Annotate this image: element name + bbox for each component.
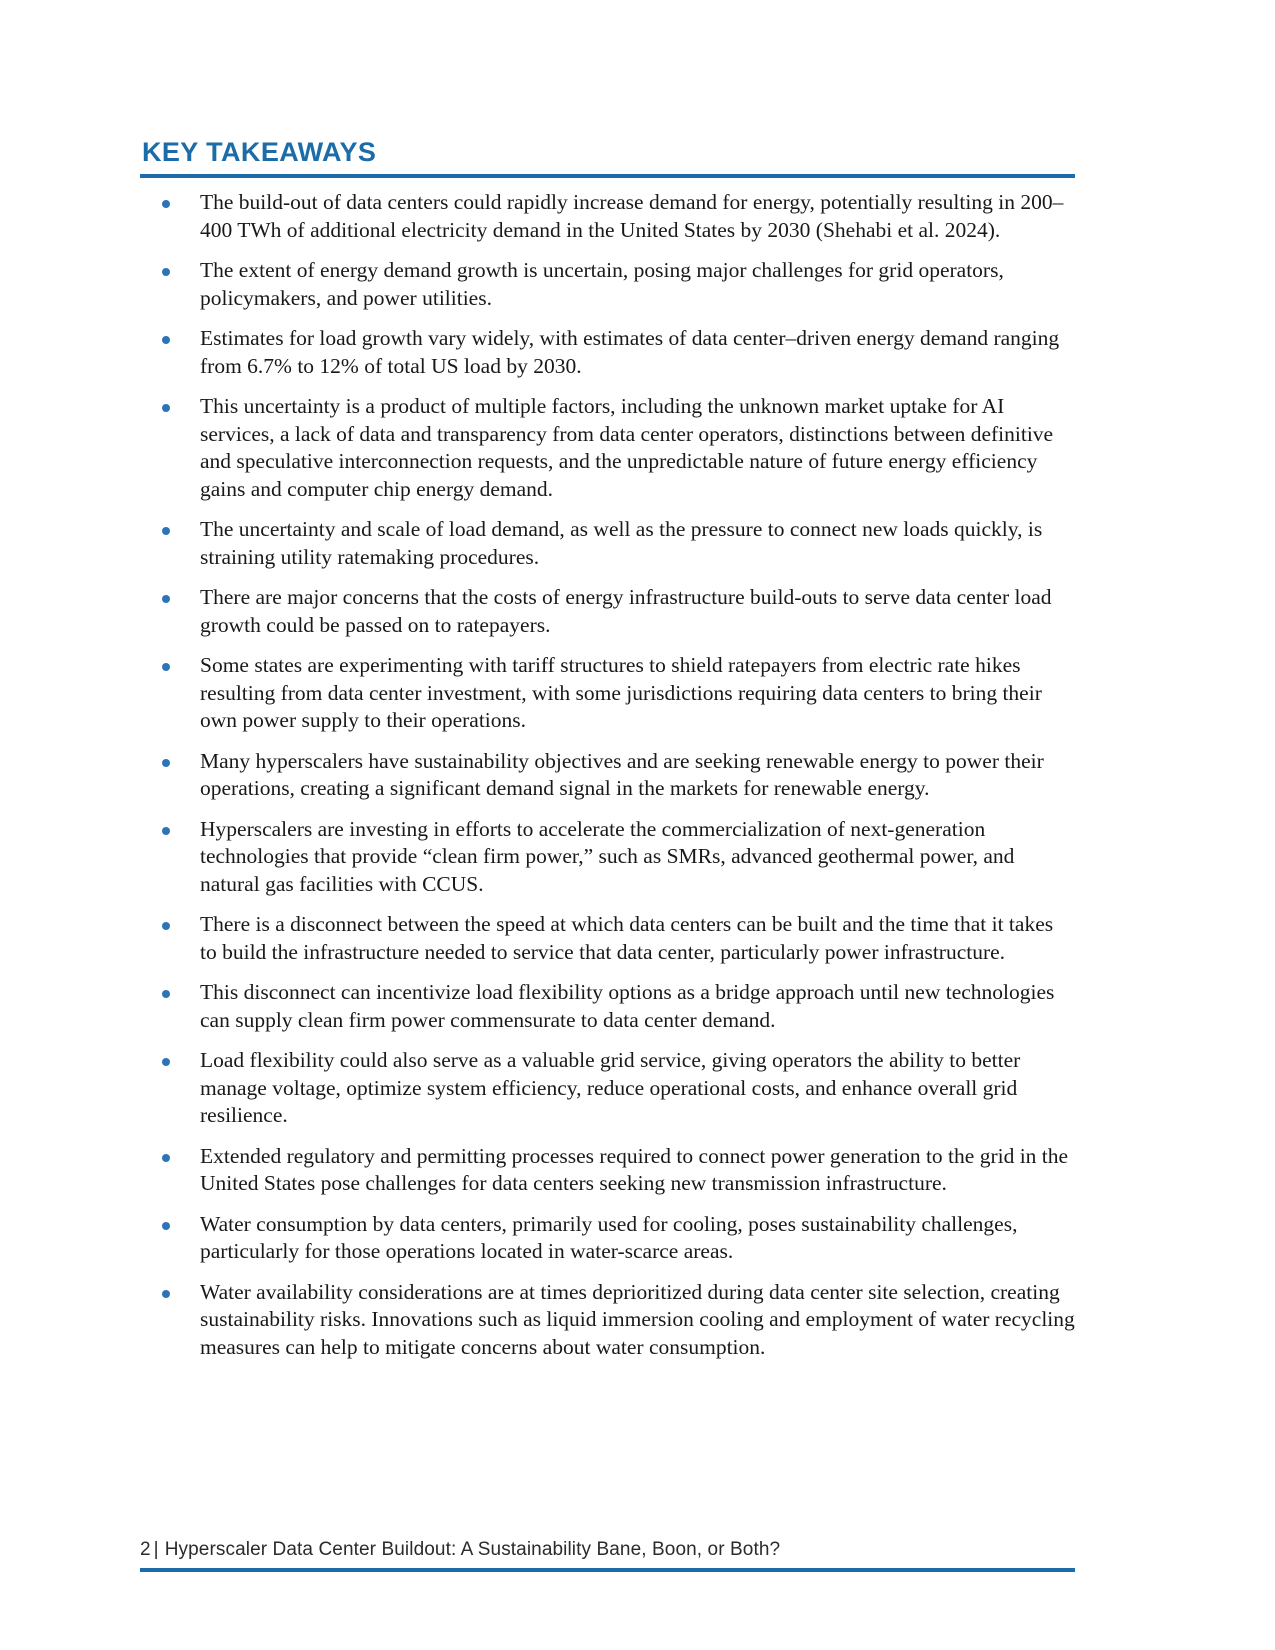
list-item (140, 584, 1075, 639)
bullet-icon (162, 1290, 170, 1298)
list-item (140, 257, 1075, 312)
list-item-text: Hyperscalers are investing in efforts to accelerate the commercialization of next-generation technologies that provide “clean firm power,” such as SMRs, advanced geothermal power, and natural gas facilities with CCUS. (200, 816, 1015, 896)
footer-text (140, 1539, 1075, 1568)
bullet-icon (162, 922, 170, 930)
list-item (140, 979, 1075, 1034)
list-item-text: Water availability considerations are at times deprioritized during data center site selection, creating sustainability risks. Innovations such as liquid immersion cooling and employment of water recycling measures can help to mitigate concerns about water consumption. (200, 1279, 1075, 1359)
bullet-icon (162, 1222, 170, 1230)
page-title: KEY TAKEAWAYS (142, 137, 377, 167)
footer-document-title: Hyperscaler Data Center Buildout: A Sustainability Bane, Boon, or Both? (164, 1539, 781, 1560)
bullet-icon (162, 268, 170, 276)
footer-divider (140, 1568, 1075, 1572)
footer-separator: | (153, 1539, 159, 1560)
bullet-icon (162, 990, 170, 998)
list-item (140, 516, 1075, 571)
list-item (140, 652, 1075, 735)
bullet-icon (162, 595, 170, 603)
page-content (140, 138, 1075, 1361)
bullet-icon (162, 759, 170, 767)
bullet-icon (162, 663, 170, 671)
list-item (140, 1047, 1075, 1130)
list-item (140, 1279, 1075, 1362)
list-item-text: Load flexibility could also serve as a valuable grid service, giving operators the ability to better manage voltage, optimize system efficiency, reduce operational costs, and enhance overall grid resilience. (200, 1048, 1021, 1128)
list-item-text: Extended regulatory and permitting processes required to connect power generation to the grid in the United States pose challenges for data centers seeking new transmission infrastructure. (200, 1143, 1069, 1196)
list-item (140, 1143, 1075, 1198)
bullet-icon (162, 404, 170, 412)
bullet-icon (162, 1058, 170, 1066)
list-item-text: Many hyperscalers have sustainability objectives and are seeking renewable energy to power their operations, creating a significant demand signal in the markets for renewable energy. (200, 748, 1044, 801)
list-item (140, 325, 1075, 380)
page-footer (140, 1539, 1075, 1572)
bullet-icon (162, 527, 170, 535)
list-item (140, 393, 1075, 503)
list-item-text: The uncertainty and scale of load demand, as well as the pressure to connect new loads quickly, is straining utility ratemaking procedures. (200, 517, 1043, 569)
bullet-icon (162, 827, 170, 835)
list-item-text: Some states are experimenting with tariff structures to shield ratepayers from electric rate hikes resulting from data center investment, with some jurisdictions requiring data centers to bring their own power supply to their operations. (200, 653, 1042, 733)
list-item-text: This uncertainty is a product of multiple factors, including the unknown market uptake for AI services, a lack of data and transparency from data center operators, distinctions between definitive and speculative interconnection requests, and the unpredictable nature of future energy efficiency gains and computer chip energy demand. (200, 394, 1054, 501)
list-item-text: The build-out of data centers could rapidly increase demand for energy, potentially resulting in 200–400 TWh of additional electricity demand in the United States by 2030 (Shehabi et al. 2024). (200, 190, 1064, 242)
heading-divider (140, 174, 1075, 178)
list-item (140, 816, 1075, 899)
page-number: 2 (140, 1539, 151, 1560)
bullet-icon (162, 200, 170, 208)
list-item (140, 748, 1075, 803)
list-item-text: There is a disconnect between the speed at which data centers can be built and the time that it takes to build the infrastructure needed to service that data center, particularly power infrastructure. (200, 912, 1054, 964)
list-item (140, 1211, 1075, 1266)
list-item (140, 911, 1075, 966)
bullet-icon (162, 336, 170, 344)
list-item (140, 189, 1075, 244)
list-item-text: Estimates for load growth vary widely, with estimates of data center–driven energy demand ranging from 6.7% to 12% of total US load by 2030. (200, 326, 1060, 378)
list-item-text: The extent of energy demand growth is uncertain, posing major challenges for grid operators, policymakers, and power utilities. (200, 258, 1004, 310)
list-item-text: There are major concerns that the costs of energy infrastructure build-outs to serve data center load growth could be passed on to ratepayers. (200, 585, 1052, 637)
key-takeaways-list (140, 189, 1075, 1361)
list-item-text: This disconnect can incentivize load flexibility options as a bridge approach until new technologies can supply clean firm power commensurate to data center demand. (200, 980, 1055, 1032)
list-item-text: Water consumption by data centers, primarily used for cooling, poses sustainability challenges, particularly for those operations located in water-scarce areas. (200, 1211, 1018, 1264)
bullet-icon (162, 1154, 170, 1162)
